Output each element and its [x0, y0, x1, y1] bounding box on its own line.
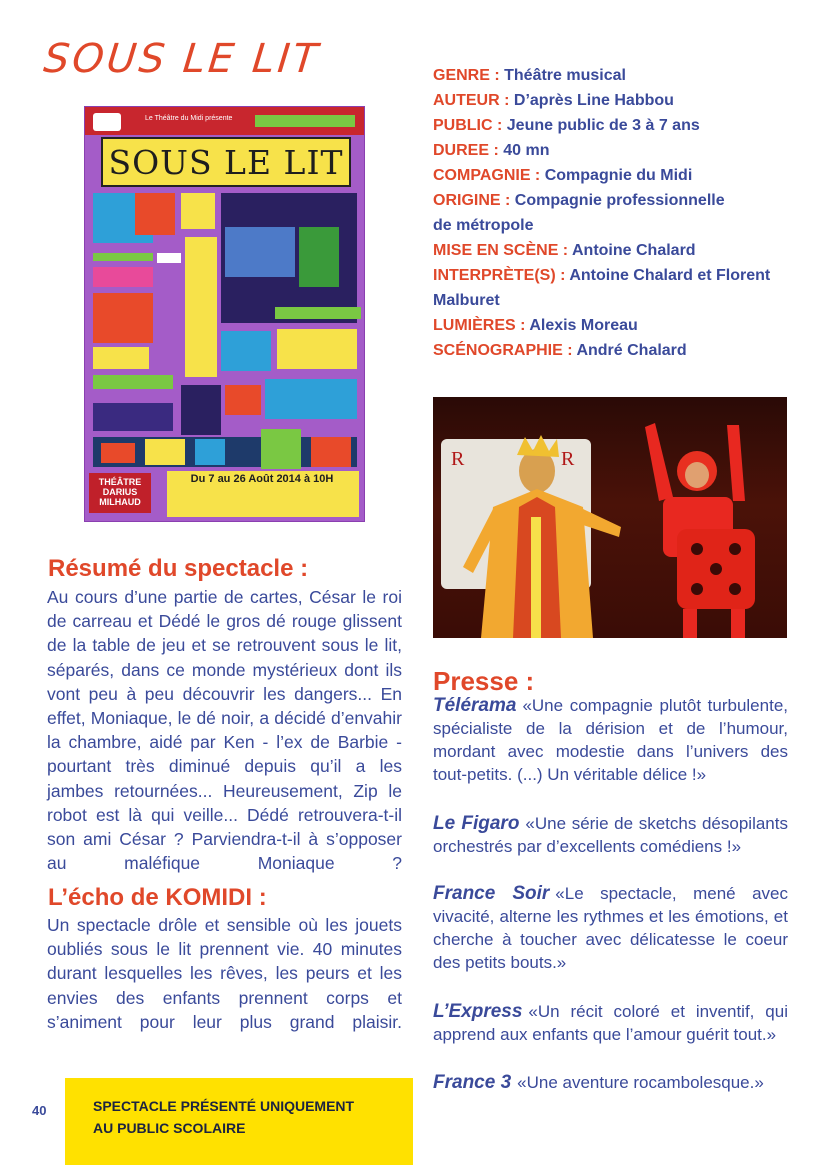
press-quote: «Une série de sketchs désopilants orchestrés par d’excellents comédiens !» [433, 814, 788, 856]
info-origin-cont: de métropole [433, 217, 534, 234]
press-item-france-3 [433, 1071, 788, 1094]
page-title: SOUS LE LIT [41, 36, 323, 82]
press-quote: «Une aventure rocambolesque.» [517, 1073, 764, 1092]
info-audience: PUBLIC : Jeune public de 3 à 7 ans [433, 117, 700, 134]
show-poster [84, 106, 365, 522]
svg-text:R: R [561, 448, 575, 470]
info-duration: DUREE : 40 mn [433, 142, 550, 159]
press-item-le-figaro [433, 812, 788, 858]
poster-header: Le Théâtre du Midi présente [145, 115, 233, 122]
info-company: COMPAGNIE : Compagnie du Midi [433, 167, 693, 184]
info-genre: GENRE : Théâtre musical [433, 67, 626, 84]
press-source: France Soir [433, 883, 550, 904]
press-source: Le Figaro [433, 813, 520, 834]
echo-text: Un spectacle drôle et sensible où les jouets oubliés sous le lit prennent vie. 40 minutes durant lesquelles les rêves, les peurs et les envies des enfants prennent corps et s’animent pour leur plus grand plaisir. [47, 915, 402, 1032]
poster-title: SOUS LE LIT [108, 142, 344, 182]
press-source: Télérama [433, 695, 517, 716]
info-author: AUTEUR : D’après Line Habbou [433, 92, 674, 109]
info-director: MISE EN SCÈNE : Antoine Chalard [433, 242, 696, 259]
show-info [433, 63, 793, 363]
press-heading: Presse : [433, 666, 535, 696]
press-source: L’Express [433, 1001, 523, 1022]
press-quote: «Un récit coloré et inventif, qui apprend aux enfants que l’amour guérit tout.» [433, 1002, 788, 1044]
press-quote: «Le spectacle, mené avec vivacité, alterne les rythmes et les émotions, et cherche à toucher avec délicatesse le coeur des petits bouts.» [433, 884, 788, 972]
svg-text:R: R [451, 448, 465, 470]
press-item-france-soir [433, 882, 788, 974]
press-source: France 3 [433, 1072, 512, 1093]
poster-theatre-badge: THÉÂTRE DARIUS MILHAUD [89, 473, 151, 513]
poster-date: Du 7 au 26 Août 2014 à 10H [190, 473, 334, 485]
press-item-lexpress [433, 1000, 788, 1046]
press-item-telerama [433, 694, 788, 786]
info-lighting: LUMIÈRES : Alexis Moreau [433, 317, 638, 334]
notice-line-2: AU PUBLIC SCOLAIRE [93, 1120, 246, 1136]
stage-scene-illustration [433, 397, 787, 638]
school-only-notice [65, 1078, 413, 1165]
echo-heading: L’écho de KOMIDI : [48, 884, 267, 911]
info-origin: ORIGINE : Compagnie professionnelle [433, 192, 725, 209]
show-photo [433, 397, 787, 638]
page-number: 40 [32, 1103, 47, 1118]
notice-line-1: SPECTACLE PRÉSENTÉ UNIQUEMENT [93, 1098, 355, 1114]
poster-title-box [101, 137, 351, 187]
info-performers: INTERPRÈTE(S) : Antoine Chalard et Florent [433, 267, 771, 284]
info-scenography: SCÉNOGRAPHIE : André Chalard [433, 342, 687, 359]
press-quote: «Une compagnie plutôt turbulente, spécialiste de la dérision et de l’humour, mordant avec modestie dans l’univers des tout-petits. (...) Un véritable délice !» [433, 696, 788, 784]
resume-text: Au cours d’une partie de cartes, César le roi de carreau et Dédé le gros dé rouge glissent de la table de jeu et se retrouvent sous le lit, séparés, dans ce monde mystérieux dont ils vont peu à peu découvrir les dangers... En effet, Moniaque, le dé noir, a décidé d’envahir la chambre, aidé par Ken - l’ex de Barbie - pourtant très diminué depuis qu’il a les jambes retournées... Heureusement, Zip le robot est là qui veille... Dédé retrouvera-t-il son ami César ? Parviendra-t-il à s’opposer au maléfique Moniaque ? [47, 587, 402, 874]
resume-heading: Résumé du spectacle : [48, 555, 309, 582]
info-performers-cont: Malburet [433, 292, 500, 309]
